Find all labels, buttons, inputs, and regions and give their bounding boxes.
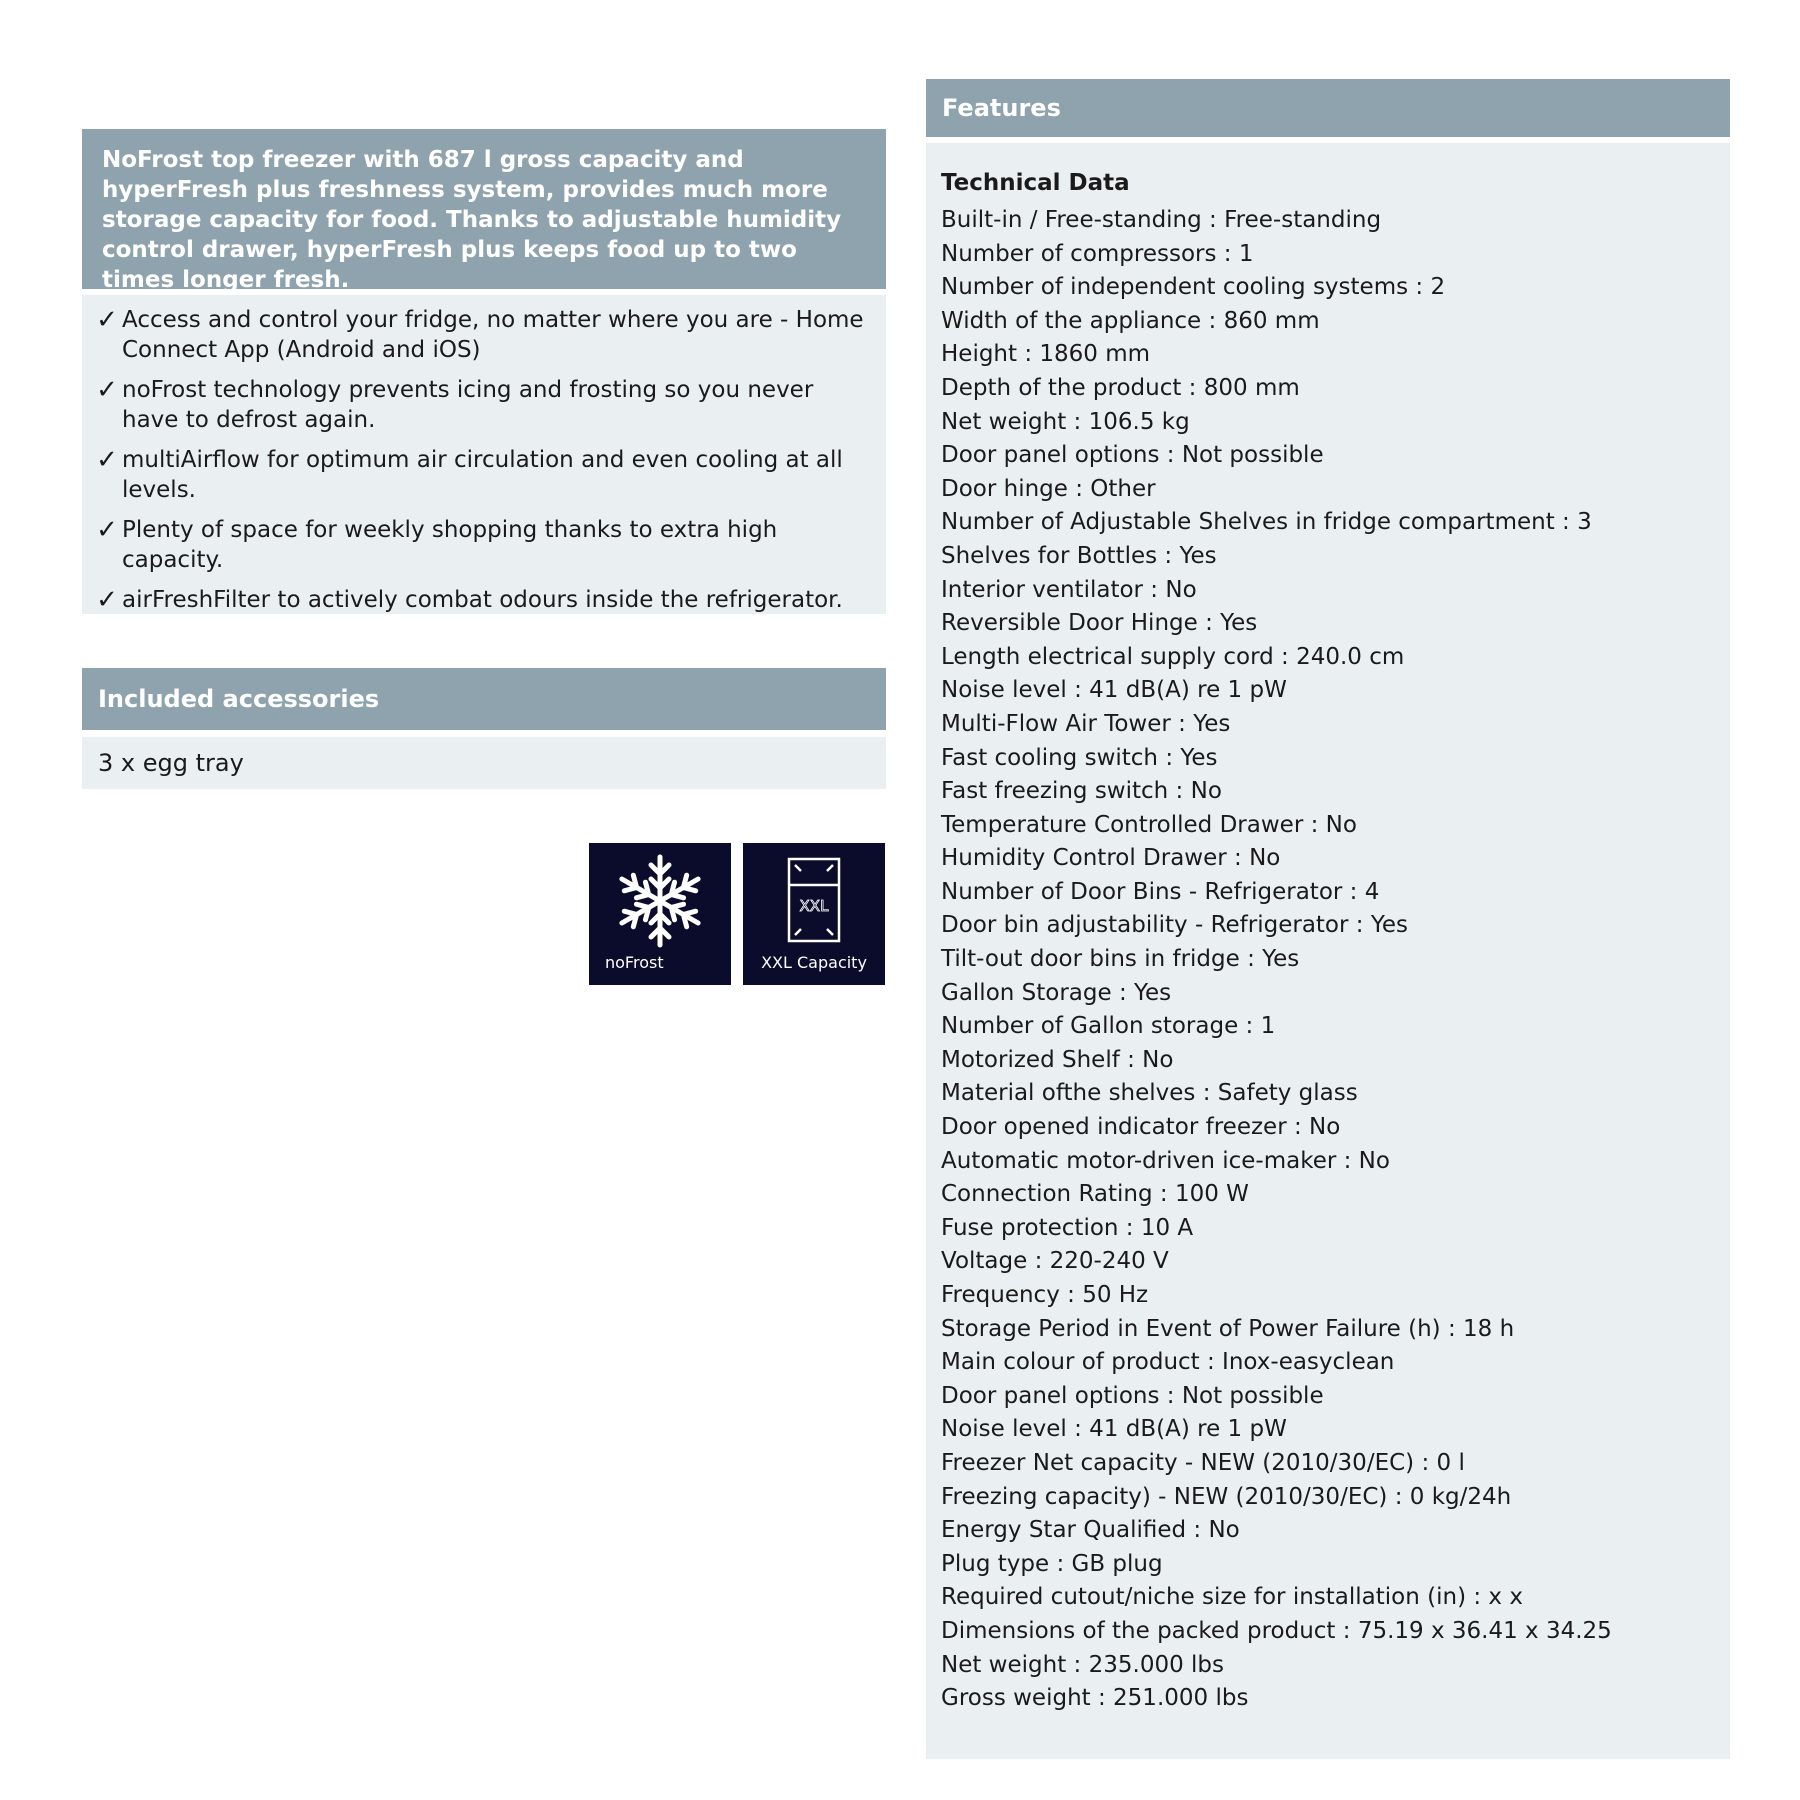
spec-item: Door hinge : Other [941, 475, 1156, 502]
checkmark-icon: ✓ [96, 445, 118, 475]
xxl-icon-text: XXL [799, 897, 829, 915]
list-item [92, 585, 866, 615]
list-item [92, 515, 866, 575]
benefits-list [82, 295, 886, 614]
spec-item: Built-in / Free-standing : Free-standing [941, 207, 1382, 233]
badge-label: noFrost [605, 953, 664, 972]
spec-item: Net weight : 235.000 lbs [941, 1651, 1224, 1678]
checkmark-icon: ✓ [96, 515, 118, 545]
spec-item: Storage Period in Event of Power Failure (h) : 18 h [941, 1315, 1515, 1342]
accessories-item: 3 x egg tray [82, 737, 886, 789]
spec-item: Fast freezing switch : No [941, 778, 1222, 805]
spec-item: Number of Adjustable Shelves in fridge compartment : 3 [941, 509, 1592, 536]
spec-item: Required cutout/niche size for installation (in) : x x [941, 1584, 1523, 1611]
spec-item: Humidity Control Drawer : No [941, 845, 1281, 872]
spec-item: Dimensions of the packed product : 75.19 x 36.41 x 34.25 [941, 1617, 1612, 1644]
list-item [92, 375, 866, 435]
benefit-text: Access and control your fridge, no matter where you are - Home Connect App (Android and iOS) [122, 307, 864, 363]
spec-item: Frequency : 50 Hz [941, 1282, 1149, 1308]
spec-item: Gross weight : 251.000 lbs [941, 1685, 1249, 1712]
accessories-heading: Included accessories [82, 668, 886, 730]
spec-item: Motorized Shelf : No [941, 1046, 1174, 1073]
list-item [92, 445, 866, 505]
xxl-capacity-badge [743, 843, 885, 985]
list-item [92, 305, 866, 365]
spec-item: Interior ventilator : No [941, 576, 1197, 603]
spec-item: Energy Star Qualified : No [941, 1517, 1240, 1544]
spec-item: Height : 1860 mm [941, 341, 1151, 368]
checkmark-icon: ✓ [96, 375, 118, 405]
spec-item: Noise level : 41 dB(A) re 1 pW [941, 1416, 1287, 1443]
checkmark-icon: ✓ [96, 585, 118, 615]
nofrost-badge [589, 843, 731, 985]
benefit-text: multiAirflow for optimum air circulation and even cooling at all levels. [122, 447, 843, 503]
spec-item: Door panel options : Not possible [941, 1382, 1324, 1409]
intro-summary: NoFrost top freezer with 687 l gross capacity and hyperFresh plus freshness system, provides much more storage capacity for food. Thanks to adjustable humidity control drawer, hyperFresh plus keeps food up to two times longer fresh. [82, 129, 886, 289]
benefit-text: Plenty of space for weekly shopping thanks to extra high capacity. [122, 517, 778, 573]
spec-item: Door panel options : Not possible [941, 442, 1324, 469]
spec-item: Door bin adjustability - Refrigerator : Yes [941, 912, 1408, 939]
spec-item: Width of the appliance : 860 mm [941, 307, 1320, 334]
spec-item: Shelves for Bottles : Yes [941, 542, 1217, 569]
features-panel [926, 143, 1730, 1759]
spec-item: Voltage : 220-240 V [941, 1248, 1169, 1275]
spec-item: Temperature Controlled Drawer : No [941, 811, 1357, 838]
benefit-text: airFreshFilter to actively combat odours inside the refrigerator. [122, 587, 843, 613]
spec-item: Reversible Door Hinge : Yes [941, 610, 1258, 637]
spec-item: Automatic motor-driven ice-maker : No [941, 1147, 1390, 1174]
spec-item: Tilt-out door bins in fridge : Yes [941, 946, 1300, 973]
features-heading: Features [926, 79, 1730, 137]
spec-item: Material ofthe shelves : Safety glass [941, 1080, 1358, 1107]
benefit-text: noFrost technology prevents icing and frosting so you never have to defrost again. [122, 377, 814, 433]
spec-item: Depth of the product : 800 mm [941, 374, 1300, 401]
spec-item: Plug type : GB plug [941, 1550, 1163, 1577]
spec-item: Noise level : 41 dB(A) re 1 pW [941, 677, 1287, 704]
technical-data-title: Technical Data [941, 170, 1130, 196]
spec-item: Number of independent cooling systems : 2 [941, 274, 1446, 301]
technical-data-list [941, 204, 1730, 1716]
spec-item: Length electrical supply cord : 240.0 cm [941, 643, 1405, 670]
spec-item: Net weight : 106.5 kg [941, 408, 1190, 435]
spec-item: Connection Rating : 100 W [941, 1181, 1249, 1208]
spec-item: Number of compressors : 1 [941, 240, 1254, 267]
spec-item: Door opened indicator freezer : No [941, 1114, 1341, 1141]
spec-item: Freezing capacity) - NEW (2010/30/EC) : 0 kg/24h [941, 1483, 1512, 1510]
spec-item: Number of Gallon storage : 1 [941, 1013, 1276, 1040]
badge-label: XXL Capacity [761, 953, 867, 972]
spec-item: Multi-Flow Air Tower : Yes [941, 710, 1231, 737]
spec-item: Fast cooling switch : Yes [941, 744, 1218, 771]
spec-item: Fuse protection : 10 A [941, 1214, 1194, 1241]
spec-item: Gallon Storage : Yes [941, 979, 1172, 1006]
spec-item: Freezer Net capacity - NEW (2010/30/EC) : 0 l [941, 1449, 1465, 1476]
spec-item: Number of Door Bins - Refrigerator : 4 [941, 878, 1380, 905]
checkmark-icon: ✓ [96, 305, 118, 335]
spec-item: Main colour of product : Inox-easyclean [941, 1349, 1395, 1376]
